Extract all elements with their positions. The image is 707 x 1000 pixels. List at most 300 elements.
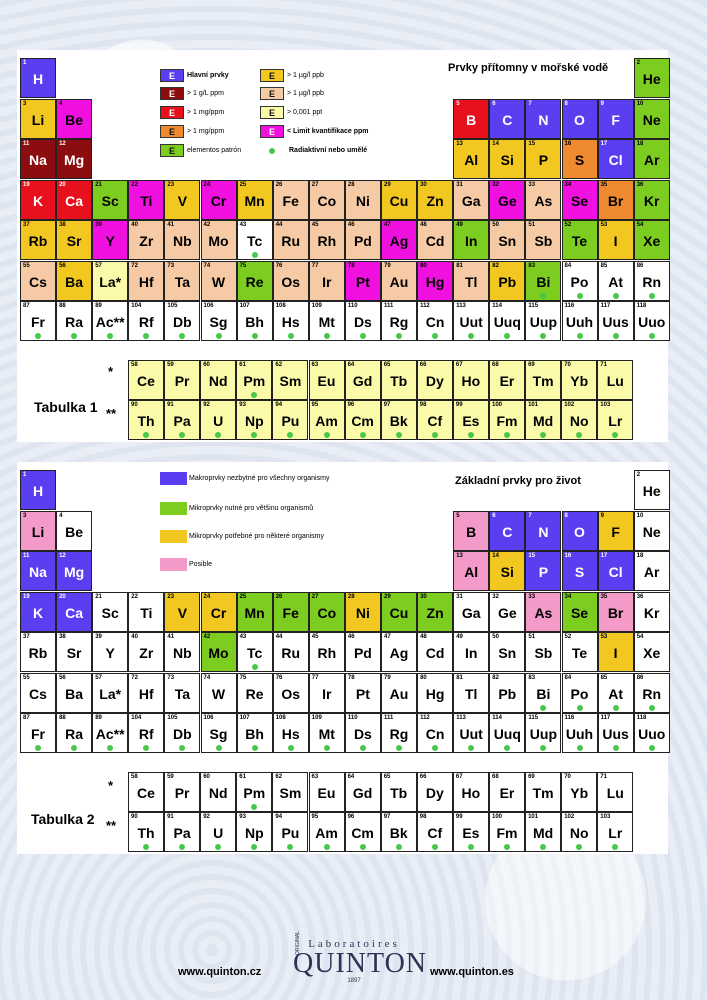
element-ir-cell <box>309 673 345 713</box>
element-symbol: Pm <box>243 373 266 389</box>
element-symbol: Tc <box>246 233 263 249</box>
legend-label: > 1 mg/ppm <box>187 109 225 116</box>
atomic-number: 109 <box>311 715 322 721</box>
atomic-number: 32 <box>492 593 499 600</box>
atomic-number: 96 <box>347 402 355 408</box>
element-lr-cell <box>597 400 633 440</box>
element-n-cell <box>525 99 561 139</box>
atomic-number: 114 <box>492 303 502 309</box>
element-symbol: Y <box>105 233 115 249</box>
atomic-number: 59 <box>167 774 174 780</box>
element-symbol: K <box>32 604 44 621</box>
element-symbol: No <box>569 413 589 429</box>
element-symbol: Yb <box>570 785 589 801</box>
element-ti-cell <box>128 592 164 632</box>
atomic-number: 42 <box>203 222 211 228</box>
atomic-number: 97 <box>383 814 391 820</box>
radioactive-icon <box>432 745 438 751</box>
atomic-number: 94 <box>275 402 283 408</box>
atomic-number: 112 <box>420 303 430 309</box>
element-ne-cell <box>634 99 670 139</box>
element-symbol: Os <box>281 685 301 702</box>
element-fr-cell <box>20 713 56 753</box>
element-symbol: Re <box>245 685 264 702</box>
element-s-cell <box>562 139 598 179</box>
element-symbol: Po <box>570 685 589 702</box>
atomic-number: 56 <box>59 262 66 269</box>
element-symbol: Ds <box>353 314 372 330</box>
element-symbol: Uuq <box>493 726 521 742</box>
element-na-cell <box>20 551 56 591</box>
atomic-number: 109 <box>311 303 322 309</box>
element-ac-cell <box>92 301 128 341</box>
element-symbol: Mt <box>318 726 335 742</box>
radioactive-icon <box>540 293 546 299</box>
element-symbol: He <box>642 483 661 499</box>
element-u-cell <box>200 812 236 852</box>
radioactive-icon <box>287 432 293 438</box>
element-symbol: Lr <box>608 825 623 841</box>
element-symbol: In <box>464 645 478 661</box>
atomic-number: 48 <box>420 634 427 640</box>
element-rn-cell <box>634 673 670 713</box>
element-symbol: Pu <box>281 825 300 841</box>
radioactive-icon <box>577 333 583 339</box>
atomic-number: 44 <box>275 634 283 640</box>
atomic-number: 113 <box>456 303 466 309</box>
element-au-cell <box>381 673 417 713</box>
element-md-cell <box>525 812 561 852</box>
element-symbol: Al <box>464 152 479 168</box>
element-pb-cell <box>489 261 525 301</box>
element-symbol: Nb <box>173 233 192 249</box>
element-symbol: Sr <box>66 233 82 249</box>
atomic-number: 4 <box>59 512 63 519</box>
radioactive-icon <box>540 745 546 751</box>
atomic-number: 76 <box>275 674 283 681</box>
legend-swatch: E <box>160 69 184 82</box>
element-ti-cell <box>128 180 164 220</box>
element-symbol: Md <box>532 825 554 841</box>
atomic-number: 87 <box>23 715 30 721</box>
element-symbol: Ce <box>137 373 155 389</box>
element-c-cell <box>489 511 525 551</box>
legend-label: > 1 g/L ppm <box>187 90 224 97</box>
atomic-number: 99 <box>455 402 463 408</box>
element-symbol: Ag <box>389 645 409 661</box>
element-uus-cell <box>598 713 634 753</box>
element-cm-cell <box>345 400 381 440</box>
radioactive-icon <box>179 844 185 850</box>
element-symbol: Pt <box>355 273 370 290</box>
element-symbol: Zr <box>139 233 154 249</box>
atomic-number: 61 <box>239 362 246 368</box>
element-pm-cell <box>236 772 272 812</box>
atomic-number: 71 <box>600 362 607 368</box>
radioactive-icon <box>396 844 402 850</box>
atomic-number: 60 <box>203 774 210 780</box>
atomic-number: 51 <box>528 222 536 228</box>
element-db-cell <box>164 301 200 341</box>
element-os-cell <box>273 261 309 301</box>
atomic-number: 67 <box>455 362 463 368</box>
element-uuq-cell <box>489 301 525 341</box>
element-es-cell <box>453 812 489 852</box>
atomic-number: 78 <box>347 674 355 681</box>
element-symbol: Ag <box>389 233 409 249</box>
element-symbol: Ar <box>643 564 660 580</box>
element-symbol: Bk <box>389 825 408 841</box>
element-br-cell <box>598 592 634 632</box>
element-al-cell <box>453 551 489 591</box>
logo-brand: QUINTON <box>293 948 428 979</box>
legend-label: Hlavní prvky <box>187 72 229 79</box>
element-mo-cell <box>201 632 237 672</box>
element-as-cell <box>525 180 561 220</box>
element-symbol: Cu <box>389 604 409 621</box>
table1-lanthanide-mark: * <box>108 364 114 379</box>
element-sg-cell <box>201 713 237 753</box>
element-symbol: Eu <box>317 785 336 801</box>
atomic-number: 93 <box>239 402 246 408</box>
table1-actinide-mark: ** <box>106 406 117 421</box>
atomic-number: 70 <box>564 774 571 780</box>
element-symbol: B <box>466 111 477 128</box>
element-symbol: Bi <box>536 273 551 290</box>
element-h-cell <box>20 58 56 98</box>
radioactive-icon <box>35 745 41 751</box>
element-symbol: H <box>32 483 44 499</box>
element-symbol: B <box>466 523 477 540</box>
element-s-cell <box>562 551 598 591</box>
element-symbol: Pa <box>173 413 191 429</box>
element-fr-cell <box>20 301 56 341</box>
element-symbol: Lu <box>606 373 624 389</box>
radioactive-icon <box>613 705 619 711</box>
element-pm-cell <box>236 360 272 400</box>
element-pt-cell <box>345 261 381 301</box>
element-symbol: Si <box>500 152 514 168</box>
element-bi-cell <box>525 673 561 713</box>
element-sc-cell <box>92 180 128 220</box>
element-symbol: Hg <box>425 273 445 290</box>
element-symbol: Y <box>105 645 115 661</box>
element-tl-cell <box>453 261 489 301</box>
atomic-number: 40 <box>131 222 138 228</box>
element-gd-cell <box>345 360 381 400</box>
element-symbol: Cd <box>425 233 445 249</box>
element-re-cell <box>237 261 273 301</box>
legend-label: Mikroprvky potřebné pro některé organismy <box>189 533 325 540</box>
element-symbol: Ta <box>174 685 191 702</box>
element-pa-cell <box>164 812 200 852</box>
atomic-number: 43 <box>239 634 247 640</box>
element-ga-cell <box>453 180 489 220</box>
element-symbol: Na <box>29 152 47 168</box>
element-symbol: Ce <box>137 785 155 801</box>
element-symbol: Au <box>389 273 409 290</box>
element-symbol: Ir <box>322 273 332 290</box>
element-symbol: Uuh <box>565 314 594 330</box>
atomic-number: 39 <box>95 222 102 228</box>
atomic-number: 101 <box>528 814 539 820</box>
atomic-number: 63 <box>311 774 319 780</box>
element-symbol: Uuq <box>493 314 521 330</box>
element-lu-cell <box>597 360 633 400</box>
atomic-number: 75 <box>239 262 247 269</box>
legend-label: > 1 mg/ppm <box>187 128 225 135</box>
atomic-number: 27 <box>311 593 319 600</box>
atomic-number: 104 <box>131 715 142 721</box>
atomic-number: 3 <box>23 512 27 519</box>
element-symbol: Ru <box>281 233 301 249</box>
element-symbol: Sn <box>498 233 517 249</box>
element-symbol: Xe <box>643 233 661 249</box>
element-ru-cell <box>273 220 309 260</box>
element-k-cell <box>20 180 56 220</box>
element-ca-cell <box>56 592 92 632</box>
element-er-cell <box>489 772 525 812</box>
legend-swatch: E <box>260 69 284 82</box>
atomic-number: 26 <box>275 181 283 188</box>
atomic-number: 75 <box>239 674 247 681</box>
radioactive-icon <box>432 844 438 850</box>
element-symbol: Zr <box>139 645 154 661</box>
element-xe-cell <box>634 220 670 260</box>
atomic-number: 84 <box>564 674 572 681</box>
element-pr-cell <box>164 360 200 400</box>
element-symbol: Cr <box>210 192 227 209</box>
atomic-number: 48 <box>420 222 427 228</box>
atomic-number: 26 <box>275 593 283 600</box>
element-symbol: Ne <box>642 111 661 128</box>
radioactive-icon <box>396 333 402 339</box>
element-symbol: Al <box>464 564 479 580</box>
element-br-cell <box>598 180 634 220</box>
radioactive-icon <box>577 745 583 751</box>
legend-swatch: E <box>160 144 184 157</box>
element-cd-cell <box>417 632 453 672</box>
atomic-number: 29 <box>384 181 391 188</box>
element-symbol: Po <box>570 273 589 290</box>
element-hs-cell <box>273 301 309 341</box>
element-symbol: Uus <box>602 726 629 742</box>
element-ta-cell <box>164 261 200 301</box>
atomic-number: 111 <box>384 715 394 721</box>
atomic-number: 69 <box>528 774 535 780</box>
element-v-cell <box>164 592 200 632</box>
logo-laboratoires: Laboratoires <box>308 938 400 950</box>
element-symbol: I <box>613 645 618 661</box>
element-symbol: Am <box>315 825 338 841</box>
element-symbol: Li <box>31 523 45 540</box>
element-symbol: Hf <box>138 273 154 290</box>
element-co-cell <box>309 180 345 220</box>
radioactive-icon <box>504 745 510 751</box>
footer-left-url[interactable]: www.quinton.cz <box>178 966 262 978</box>
atomic-number: 23 <box>167 593 175 600</box>
radioactive-icon <box>540 844 546 850</box>
logo-year: 1897 <box>347 978 361 984</box>
element-er-cell <box>489 360 525 400</box>
atomic-number: 31 <box>456 593 463 600</box>
element-sm-cell <box>272 772 308 812</box>
element-sm-cell <box>272 360 308 400</box>
element-symbol: Er <box>499 373 515 389</box>
element-symbol: Ti <box>140 604 153 621</box>
legend-label: < Limit kvantifikace ppm <box>287 128 369 135</box>
element-symbol: As <box>534 604 553 621</box>
legend-label: > 1 µg/l ppb <box>287 90 324 97</box>
element-symbol: K <box>32 192 44 209</box>
element-cn-cell <box>417 301 453 341</box>
element-uuo-cell <box>634 713 670 753</box>
legend-swatch <box>160 530 187 543</box>
atomic-number: 42 <box>203 634 211 640</box>
element-symbol: Cu <box>389 192 409 209</box>
radioactive-icon <box>143 432 149 438</box>
atomic-number: 23 <box>167 181 175 188</box>
radioactive-icon <box>468 844 474 850</box>
radioactive-icon <box>324 844 330 850</box>
atomic-number: 54 <box>636 634 644 640</box>
radioactive-icon <box>360 745 366 751</box>
atomic-number: 7 <box>528 100 532 107</box>
element-th-cell <box>128 400 164 440</box>
atomic-number: 37 <box>23 222 30 228</box>
element-ta-cell <box>164 673 200 713</box>
element-symbol: Pr <box>174 785 190 801</box>
element-symbol: Ba <box>65 685 84 702</box>
atomic-number: 102 <box>564 402 575 408</box>
element-symbol: Hf <box>138 685 154 702</box>
element-pa-cell <box>164 400 200 440</box>
radioactive-icon <box>252 745 258 751</box>
atomic-number: 40 <box>131 634 138 640</box>
element-symbol: Br <box>607 604 624 621</box>
atomic-number: 35 <box>600 181 608 188</box>
atomic-number: 4 <box>59 100 63 107</box>
element-ba-cell <box>56 673 92 713</box>
element-symbol: C <box>502 523 513 540</box>
atomic-number: 94 <box>275 814 283 820</box>
atomic-number: 2 <box>636 60 641 66</box>
element-bk-cell <box>381 400 417 440</box>
element-symbol: Pa <box>173 825 191 841</box>
element-symbol: Li <box>31 111 45 128</box>
element-na-cell <box>20 139 56 179</box>
element-ni-cell <box>345 592 381 632</box>
element-symbol: In <box>464 233 478 249</box>
element-symbol: Ir <box>322 685 332 702</box>
element-la-cell <box>92 261 128 301</box>
element-symbol: Co <box>317 192 337 209</box>
element-symbol: Fe <box>282 192 299 209</box>
element-pu-cell <box>272 812 308 852</box>
atomic-number: 104 <box>131 303 142 309</box>
element-symbol: Uus <box>602 314 629 330</box>
radioactive-icon <box>252 252 258 258</box>
element-symbol: I <box>613 233 618 249</box>
element-es-cell <box>453 400 489 440</box>
element-eu-cell <box>309 360 345 400</box>
element-cs-cell <box>20 673 56 713</box>
element-symbol: Sm <box>279 785 302 801</box>
atomic-number: 68 <box>492 774 499 780</box>
element-symbol: Uuh <box>565 726 594 742</box>
element-cl-cell <box>598 551 634 591</box>
radioactive-icon <box>468 432 474 438</box>
atomic-number: 14 <box>492 141 499 147</box>
atomic-number: 15 <box>528 141 536 147</box>
atomic-number: 9 <box>600 512 604 519</box>
atomic-number: 50 <box>492 222 499 228</box>
radioactive-icon <box>35 333 41 339</box>
radioactive-icon <box>504 432 510 438</box>
element-ag-cell <box>381 220 417 260</box>
element-symbol: Sr <box>66 645 82 661</box>
atomic-number: 85 <box>600 674 608 681</box>
element-al-cell <box>453 139 489 179</box>
element-symbol: Rb <box>28 233 48 249</box>
element-cu-cell <box>381 180 417 220</box>
legend-label: Makroprvky nezbytné pro všechny organismy <box>189 475 330 482</box>
element-symbol: No <box>569 825 589 841</box>
element-symbol: Ni <box>355 604 370 621</box>
atomic-number: 25 <box>239 181 247 188</box>
radioactive-icon <box>143 745 149 751</box>
atomic-number: 64 <box>347 774 355 780</box>
element-pb-cell <box>489 673 525 713</box>
element-symbol: Es <box>462 825 480 841</box>
atomic-number: 63 <box>311 362 319 368</box>
element-symbol: S <box>574 564 585 580</box>
element-symbol: Fe <box>282 604 299 621</box>
element-au-cell <box>381 261 417 301</box>
element-tc-cell <box>237 632 273 672</box>
element-symbol: Rh <box>317 645 337 661</box>
atomic-number: 98 <box>419 402 427 408</box>
radioactive-icon <box>577 293 583 299</box>
element-symbol: Mn <box>244 192 265 209</box>
radioactive-icon <box>540 333 546 339</box>
element-ce-cell <box>128 772 164 812</box>
radioactive-icon <box>649 293 655 299</box>
element-tc-cell <box>237 220 273 260</box>
footer-right-url[interactable]: www.quinton.es <box>430 966 514 978</box>
element-am-cell <box>309 400 345 440</box>
atomic-number: 95 <box>311 402 319 408</box>
atomic-number: 53 <box>600 222 608 228</box>
element-nd-cell <box>200 772 236 812</box>
element-symbol: Db <box>173 726 192 742</box>
element-symbol: Pd <box>353 645 372 661</box>
radioactive-icon <box>504 333 510 339</box>
element-symbol: P <box>538 152 549 168</box>
atomic-number: 73 <box>167 674 175 681</box>
element-symbol: S <box>574 152 585 168</box>
element-symbol: Ca <box>65 604 84 621</box>
element-mt-cell <box>309 301 345 341</box>
atomic-number: 35 <box>600 593 608 600</box>
element-be-cell <box>56 511 92 551</box>
element-symbol: Xe <box>643 645 661 661</box>
atomic-number: 24 <box>203 593 211 600</box>
radioactive-icon <box>179 745 185 751</box>
element-symbol: Be <box>65 523 84 540</box>
atomic-number: 91 <box>167 402 174 408</box>
element-symbol: Sc <box>101 192 119 209</box>
